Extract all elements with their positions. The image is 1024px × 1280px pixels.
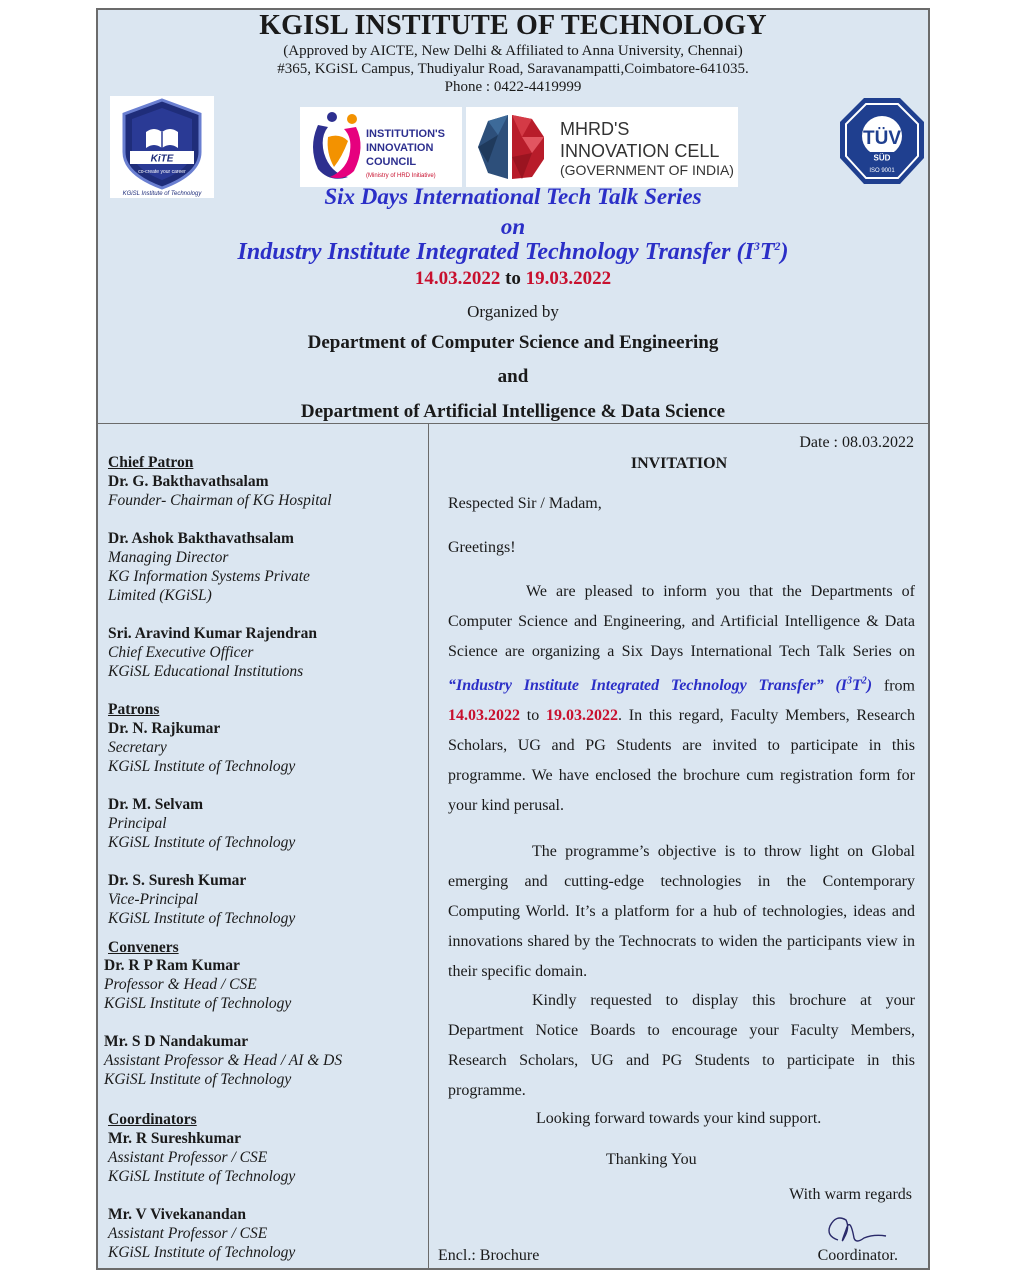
member-role: Secretary: [108, 739, 167, 756]
paragraph-objective: The programme’s objective is to throw light on Global emerging and cutting-edge technologies in the Contemporary Computing World. It’s a platform for a hub of technologies, ideas and innovations shared by the Technocrats to widen the participants view in their specific domain.: [448, 843, 915, 980]
institute-name: KGISL INSTITUTE OF TECHNOLOGY: [259, 10, 767, 41]
member-role: KGiSL Institute of Technology: [104, 995, 292, 1012]
member-name: Dr. Ashok Bakthavathsalam: [108, 530, 294, 547]
member-role: KGiSL Institute of Technology: [108, 834, 296, 851]
member-name: Dr. M. Selvam: [108, 796, 203, 813]
letterhead: [98, 10, 928, 424]
mhrd-line2: INNOVATION CELL: [560, 141, 720, 161]
phone-line: Phone : 0422-4419999: [444, 79, 582, 95]
event-title-line2: Industry Institute Integrated Technology Transfer $(I^3T^2)$: [237, 239, 789, 265]
approval-line: (Approved by AICTE, New Delhi & Affiliated to Anna University, Chennai): [283, 43, 743, 59]
kite-caption: KGiSL Institute of Technology: [122, 191, 202, 197]
member-role: Chief Executive Officer: [108, 644, 254, 661]
iic-logo: [300, 107, 462, 187]
member-role: Assistant Professor / CSE: [108, 1149, 268, 1166]
member-name: Dr. R P Ram Kumar: [104, 957, 240, 974]
column-divider: [428, 423, 429, 1268]
tuv-text: TÜV: [863, 128, 901, 149]
letter-date: Date : 08.03.2022: [799, 434, 914, 451]
member-name: Dr. S. Suresh Kumar: [108, 872, 247, 889]
member-role: Principal: [108, 815, 167, 832]
member-role: KGiSL Institute of Technology: [108, 1168, 296, 1185]
invitation-document: [96, 8, 930, 1270]
address-line: #365, KGiSL Campus, Thudiyalur Road, Saravanampatti,Coimbatore-641035.: [277, 61, 749, 77]
member-role: KGiSL Institute of Technology: [108, 758, 296, 775]
member-role: KGiSL Educational Institutions: [108, 663, 304, 680]
committee-column: [98, 424, 428, 1268]
member-role: KGiSL Institute of Technology: [104, 1071, 292, 1088]
coordinators-heading: Coordinators: [108, 1111, 197, 1128]
event-title-inline: “Industry Institute Integrated Technology Transfer” $(I^3T^2)$: [448, 676, 873, 695]
signature: [820, 1208, 890, 1250]
thanking-you: Thanking You: [606, 1151, 697, 1168]
mhrd-line1: MHRD'S: [560, 119, 630, 139]
event-title-on: on: [500, 214, 526, 239]
member-role: Managing Director: [108, 549, 229, 566]
department-and: and: [497, 366, 529, 387]
member-name: Mr. S D Nandakumar: [104, 1033, 249, 1050]
member-name: Sri. Aravind Kumar Rajendran: [108, 625, 317, 642]
end-date: 19.03.2022: [525, 268, 612, 289]
iic-sub: (Ministry of HRD Initiative): [366, 173, 436, 179]
event-title-line1: Six Days International Tech Talk Series: [324, 184, 702, 209]
member-role: Vice-Principal: [108, 891, 199, 908]
member-name: Dr. G. Bakthavathsalam: [108, 473, 269, 490]
iic-line3: COUNCIL: [366, 156, 417, 168]
enclosure-note: Encl.: Brochure: [438, 1247, 540, 1264]
member-role: Professor & Head / CSE: [104, 976, 257, 993]
warm-regards: With warm regards: [789, 1186, 912, 1203]
member-name: Dr. N. Rajkumar: [108, 720, 221, 737]
member-role: KGiSL Institute of Technology: [108, 910, 296, 927]
tuv-sub: SÜD: [873, 153, 891, 163]
kite-tagline: co-create your career: [138, 169, 186, 175]
organized-by: Organized by: [467, 302, 559, 321]
mhrd-logo: [466, 107, 738, 187]
letter-column: [430, 424, 928, 1268]
member-role: Limited (KGiSL): [108, 587, 212, 604]
iic-line1: INSTITUTION'S: [366, 128, 446, 140]
member-role: KGiSL Institute of Technology: [108, 1244, 296, 1261]
tuv-sud-logo: [838, 96, 926, 186]
event-dates: 14.03.2022 to 19.03.2022: [414, 268, 612, 289]
iic-line2: INNOVATION: [366, 142, 434, 154]
member-name: Mr. R Sureshkumar: [108, 1130, 242, 1147]
conveners-heading: Conveners: [108, 939, 179, 956]
member-name: Mr. V Vivekanandan: [108, 1206, 246, 1223]
paragraph-request: Kindly requested to display this brochure at your Department Notice Boards to encourage your Faculty Members, Research Scholars, UG and PG Students to participate in this programme.: [448, 992, 915, 1099]
patrons-heading: Patrons: [108, 701, 160, 718]
paragraph-intro: We are pleased to inform you that the Departments of Computer Science and Engineering, and Artificial Intelligence & Data Science are organizing a Six Days International Tech Talk Series on “Industry Institute Integrated Technology Transfer” $(I^3T^2)$ from 14.03.2022 to 19.03.2022. In this regard, Faculty Members, Research Scholars, UG and PG Students are invited to participate in this programme. We have enclosed the brochure cum registration form for your kind perusal.: [448, 583, 916, 815]
start-date: 14.03.2022: [414, 268, 501, 289]
member-role: Assistant Professor & Head / AI & DS: [104, 1052, 343, 1069]
member-role: KG Information Systems Private: [108, 568, 310, 585]
tuv-iso: ISO 9001: [869, 168, 895, 174]
department-ai-ds: Department of Artificial Intelligence & Data Science: [300, 401, 726, 422]
member-role: Founder- Chairman of KG Hospital: [108, 492, 332, 509]
salutation: Respected Sir / Madam,: [448, 495, 602, 512]
member-role: Assistant Professor / CSE: [108, 1225, 268, 1242]
kite-logo: [110, 96, 214, 198]
looking-forward: Looking forward towards your kind support.: [536, 1110, 822, 1127]
greeting: Greetings!: [448, 539, 516, 556]
signatory: Coordinator.: [817, 1247, 898, 1264]
chief-patron-heading: Chief Patron: [108, 454, 194, 471]
kite-badge-text: KiTE: [150, 153, 174, 165]
mhrd-line3: (GOVERNMENT OF INDIA): [560, 162, 734, 178]
letter-heading: INVITATION: [630, 455, 728, 472]
department-cse: Department of Computer Science and Engineering: [307, 332, 719, 353]
